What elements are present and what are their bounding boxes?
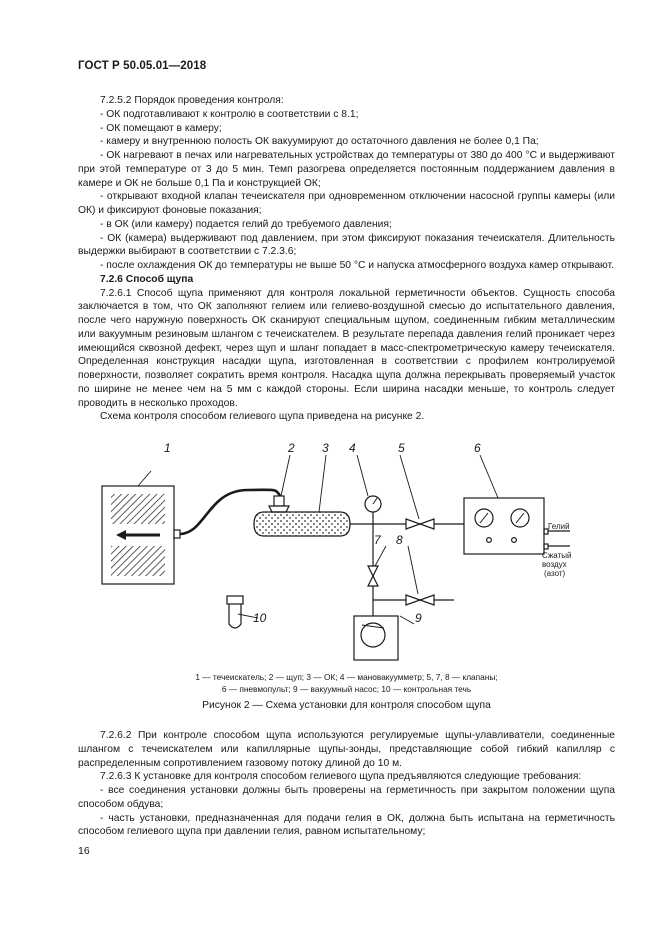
legend-line: 1 — течеискатель; 2 — щуп; 3 — ОК; 4 — мановакуумметр; 5, 7, 8 — клапаны; [195,672,498,682]
figure-label: 3 [322,441,329,455]
reference-leak [227,596,243,628]
figure-label: 10 [253,611,267,625]
valve-7 [368,566,378,586]
air-label: Сжатый [542,551,572,560]
vacuum-pump [354,616,398,660]
figure-caption: Рисунок 2 — Схема установки для контроля способом щупа [202,700,491,711]
figure-label: 2 [288,441,295,455]
figure-2-diagram [78,438,615,670]
probe [269,496,289,512]
document-header: ГОСТ Р 50.05.01—2018 [78,60,207,72]
body-text-top [78,94,615,424]
legend-line: 6 — пневмопульт; 9 — вакуумный насос; 10 — контрольная течь [221,683,472,694]
list-item: - ОК подготавливают к контролю в соответствии с 8.1; [100,108,359,120]
leak-detector [102,486,180,584]
valve-5 [406,519,434,529]
helium-label: Гелий [548,522,570,531]
figure-label: 9 [415,611,422,625]
figure-label: 6 [474,441,481,455]
page-number: 16 [78,845,90,857]
list-item: - ОК (камера) выдерживают под давлением, при этом фиксируют показания течеискателя. Длительность выдержки выбирают в соответствии с 7.2.3.6; [78,232,615,258]
list-item: - часть установки, предназначенная для подачи гелия в ОК, должна быть испытана на герметичность способом гелиевого щупа при давлении гелия, равном испытательному; [78,812,615,838]
pressure-gauge [365,496,381,524]
paragraph: 7.2.6.2 При контроле способом щупа используются регулируемые щупы-улавливатели, соединенные шлангом с течеискателем или капиллярные щупы-зонды, представляющие собой гибкий капилляр с распределенным сопротивлением газовому потоку длиной до 10 м. [78,730,615,769]
body-text-bottom [78,729,615,839]
test-object [254,512,350,536]
valve-8 [406,595,434,605]
list-item: - ОК помещают в камеру; [100,122,222,134]
figure-label: 4 [349,441,356,455]
figure-label: 1 [164,441,171,455]
figure-legend [78,672,615,695]
paragraph: 7.2.6.1 Способ щупа применяют для контроля локальной герметичности объектов. Сущность способа заключается в том, что ОК заполняют гелием или гелиево-воздушной смесью до испытательного давления, после чего наружную поверхность ОК сканируют специальным щупом, соединенным гибким металлическим или вакуумным резиновым шлангом с течеискателем. В результате перепада давления гелий проникает через имеющийся сквозной дефект, через щуп и шланг попадает в масс-спектрометрическую камеру течеискателя. Определенная конструкция насадки щупа, изготовленная в соответствии с профилем контролируемой поверхности, позволяет сократить время контроля. Насадка щупа должна перекрывать проверяемый участок по ширине не менее чем на 5 мм с каждой стороны. Если ширина насадки меньше, то контроль следует проводить в несколько проходов. [78,287,615,409]
paragraph: 7.2.5.2 Порядок проведения контроля: [100,95,284,106]
air-label: воздух [542,560,567,569]
figure-label: 5 [398,441,405,455]
air-label: (азот) [544,569,566,578]
list-item: - в ОК (или камеру) подается гелий до требуемого давления; [100,218,392,230]
list-item: - все соединения установки должны быть проверены на герметичность при закрытом положении щупа способом обдува; [78,785,615,810]
paragraph: Схема контроля способом гелиевого щупа приведена на рисунке 2. [100,411,425,423]
paragraph: 7.2.6.3 К установке для контроля способом гелиевого щупа предъявляются следующие требования: [100,771,582,783]
figure-label: 7 [374,533,381,547]
figure-label: 8 [396,533,403,547]
list-item: - камеру и внутреннюю полость ОК вакуумируют до остаточного давления не более 0,1 Па; [100,136,539,148]
list-item: - открывают входной клапан течеискателя при одновременном отключении насосной группы камеры (или ОК) и фиксируют фоновые показания; [78,191,615,216]
section-heading: 7.2.6 Способ щупа [100,273,194,285]
list-item: - ОК нагревают в печах или нагревательных устройствах до температуры от 380 до 400 °С и выдерживают при этой температуре от 3 до 5 мин. Темп разогрева определяется постоянным поддержанием давления в камере и ОК не больше 0,1 Па и конструкцией ОК; [78,150,615,189]
list-item: - после охлаждения ОК до температуры не выше 50 °С и напуска атмосферного воздуха камер открывают. [100,260,614,271]
